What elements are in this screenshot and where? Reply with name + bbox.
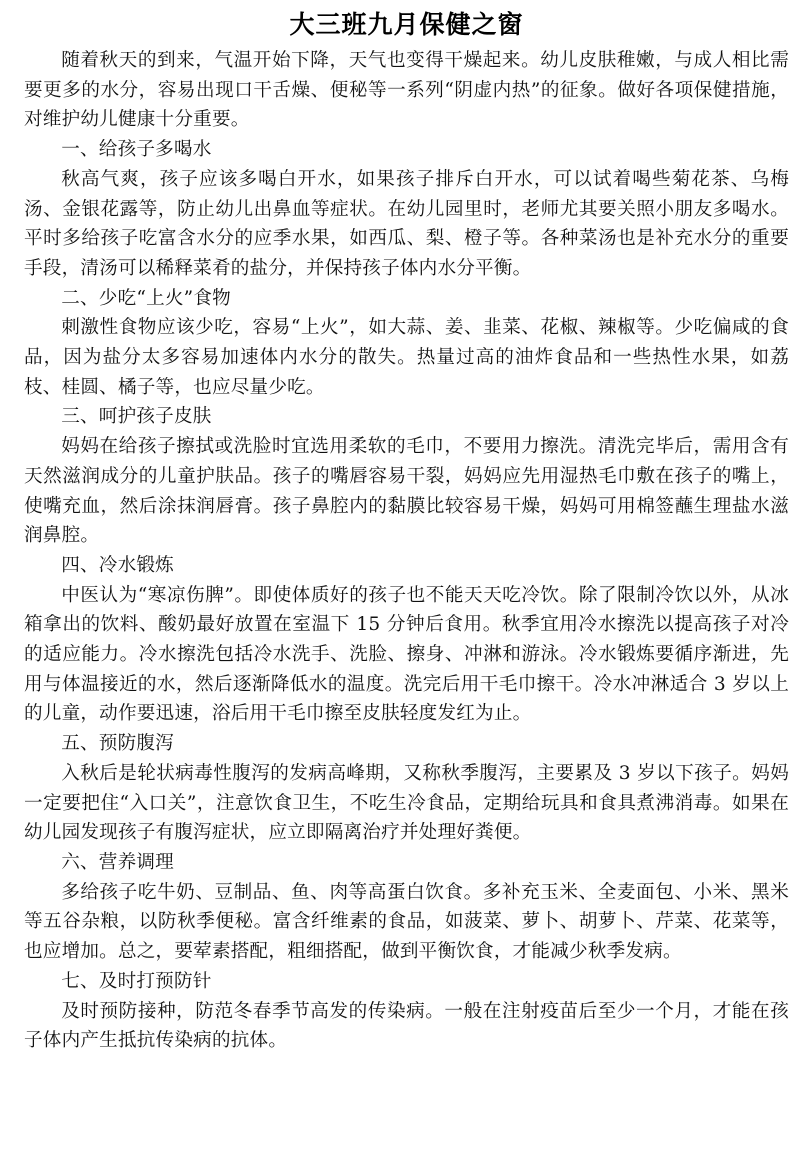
section-heading: 六、营养调理 xyxy=(61,851,174,873)
section-paragraph: 入秋后是轮状病毒性腹泻的发病高峰期，又称秋季腹泻，主要累及 3 岁以下孩子。妈妈一定要把住“入口关”，注意饮食卫生，不吃生冷食品，定期给玩具和食具煮沸消毒。如果在幼儿园发现孩子有腹泻症状，应立即隔离治疗并处理好粪便。 xyxy=(24,762,789,844)
section-heading: 七、及时打预防针 xyxy=(61,970,212,992)
section-heading: 五、预防腹泻 xyxy=(61,733,174,755)
section-paragraph: 刺激性食物应该少吃，容易“上火”，如大蒜、姜、韭菜、花椒、辣椒等。少吃偏咸的食品，因为盐分太多容易加速体内水分的散失。热量过高的油炸食品和一些热性水果，如荔枝、桂圆、橘子等，也应尽量少吃。 xyxy=(24,317,789,398)
section-nutrition xyxy=(24,848,789,967)
section-heading: 四、冷水锻炼 xyxy=(61,554,174,576)
section-avoid-heaty-food xyxy=(24,284,789,403)
section-cold-water-exercise xyxy=(24,551,789,729)
document-title: 大三班九月保健之窗 xyxy=(289,10,524,39)
section-paragraph: 中医认为“寒凉伤脾”。即使体质好的孩子也不能天天吃冷饮。除了限制冷饮以外，从冰箱拿出的饮料、酸奶最好放置在室温下 15 分钟后食用。秋季宜用冷水擦洗以提高孩子对冷的适应能力。冷水擦洗包括冷水洗手、洗脸、擦身、冲淋和游泳。冷水锻炼要循序渐进，先用与体温接近的水，然后逐渐降低水的温度。洗完后用干毛巾擦干。冷水冲淋适合 3 岁以上的儿童，动作要迅速，浴后用干毛巾擦至皮肤轻度发红为止。 xyxy=(24,584,789,725)
section-heading: 三、呵护孩子皮肤 xyxy=(61,406,212,428)
intro-paragraph: 随着秋天的到来，气温开始下降，天气也变得干燥起来。幼儿皮肤稚嫩，与成人相比需要更多的水分，容易出现口干舌燥、便秘等一系列“阴虚内热”的征象。做好各项保健措施，对维护幼儿健康十分重要。 xyxy=(24,50,789,131)
section-paragraph: 及时预防接种，防范冬春季节高发的传染病。一般在注射疫苗后至少一个月，才能在孩子体内产生抵抗传染病的抗体。 xyxy=(24,1000,789,1052)
section-drink-water xyxy=(24,135,789,284)
document-body xyxy=(24,46,789,1056)
section-prevent-diarrhea xyxy=(24,729,789,848)
section-heading: 一、给孩子多喝水 xyxy=(61,139,212,161)
section-heading: 二、少吃“上火”食物 xyxy=(61,287,231,309)
section-skin-care xyxy=(24,402,789,551)
section-paragraph: 妈妈在给孩子擦拭或洗脸时宜选用柔软的毛巾，不要用力擦洗。清洗完毕后，需用含有天然滋润成分的儿童护肤品。孩子的嘴唇容易干裂，妈妈应先用湿热毛巾敷在孩子的嘴上，使嘴充血，然后涂抹润唇膏。孩子鼻腔内的黏膜比较容易干燥，妈妈可用棉签蘸生理盐水滋润鼻腔。 xyxy=(24,436,789,547)
section-paragraph: 秋高气爽，孩子应该多喝白开水，如果孩子排斥白开水，可以试着喝些菊花茶、乌梅汤、金银花露等，防止幼儿出鼻血等症状。在幼儿园里时，老师尤其要关照小朋友多喝水。平时多给孩子吃富含水分的应季水果，如西瓜、梨、橙子等。各种菜汤也是补充水分的重要手段，清汤可以稀释菜肴的盐分，并保持孩子体内水分平衡。 xyxy=(24,168,789,279)
section-paragraph: 多给孩子吃牛奶、豆制品、鱼、肉等高蛋白饮食。多补充玉米、全麦面包、小米、黑米等五谷杂粮，以防秋季便秘。富含纤维素的食品，如菠菜、萝卜、胡萝卜、芹菜、花菜等，也应增加。总之，要荤素搭配，粗细搭配，做到平衡饮食，才能减少秋季发病。 xyxy=(24,881,789,963)
section-vaccination xyxy=(24,967,789,1056)
